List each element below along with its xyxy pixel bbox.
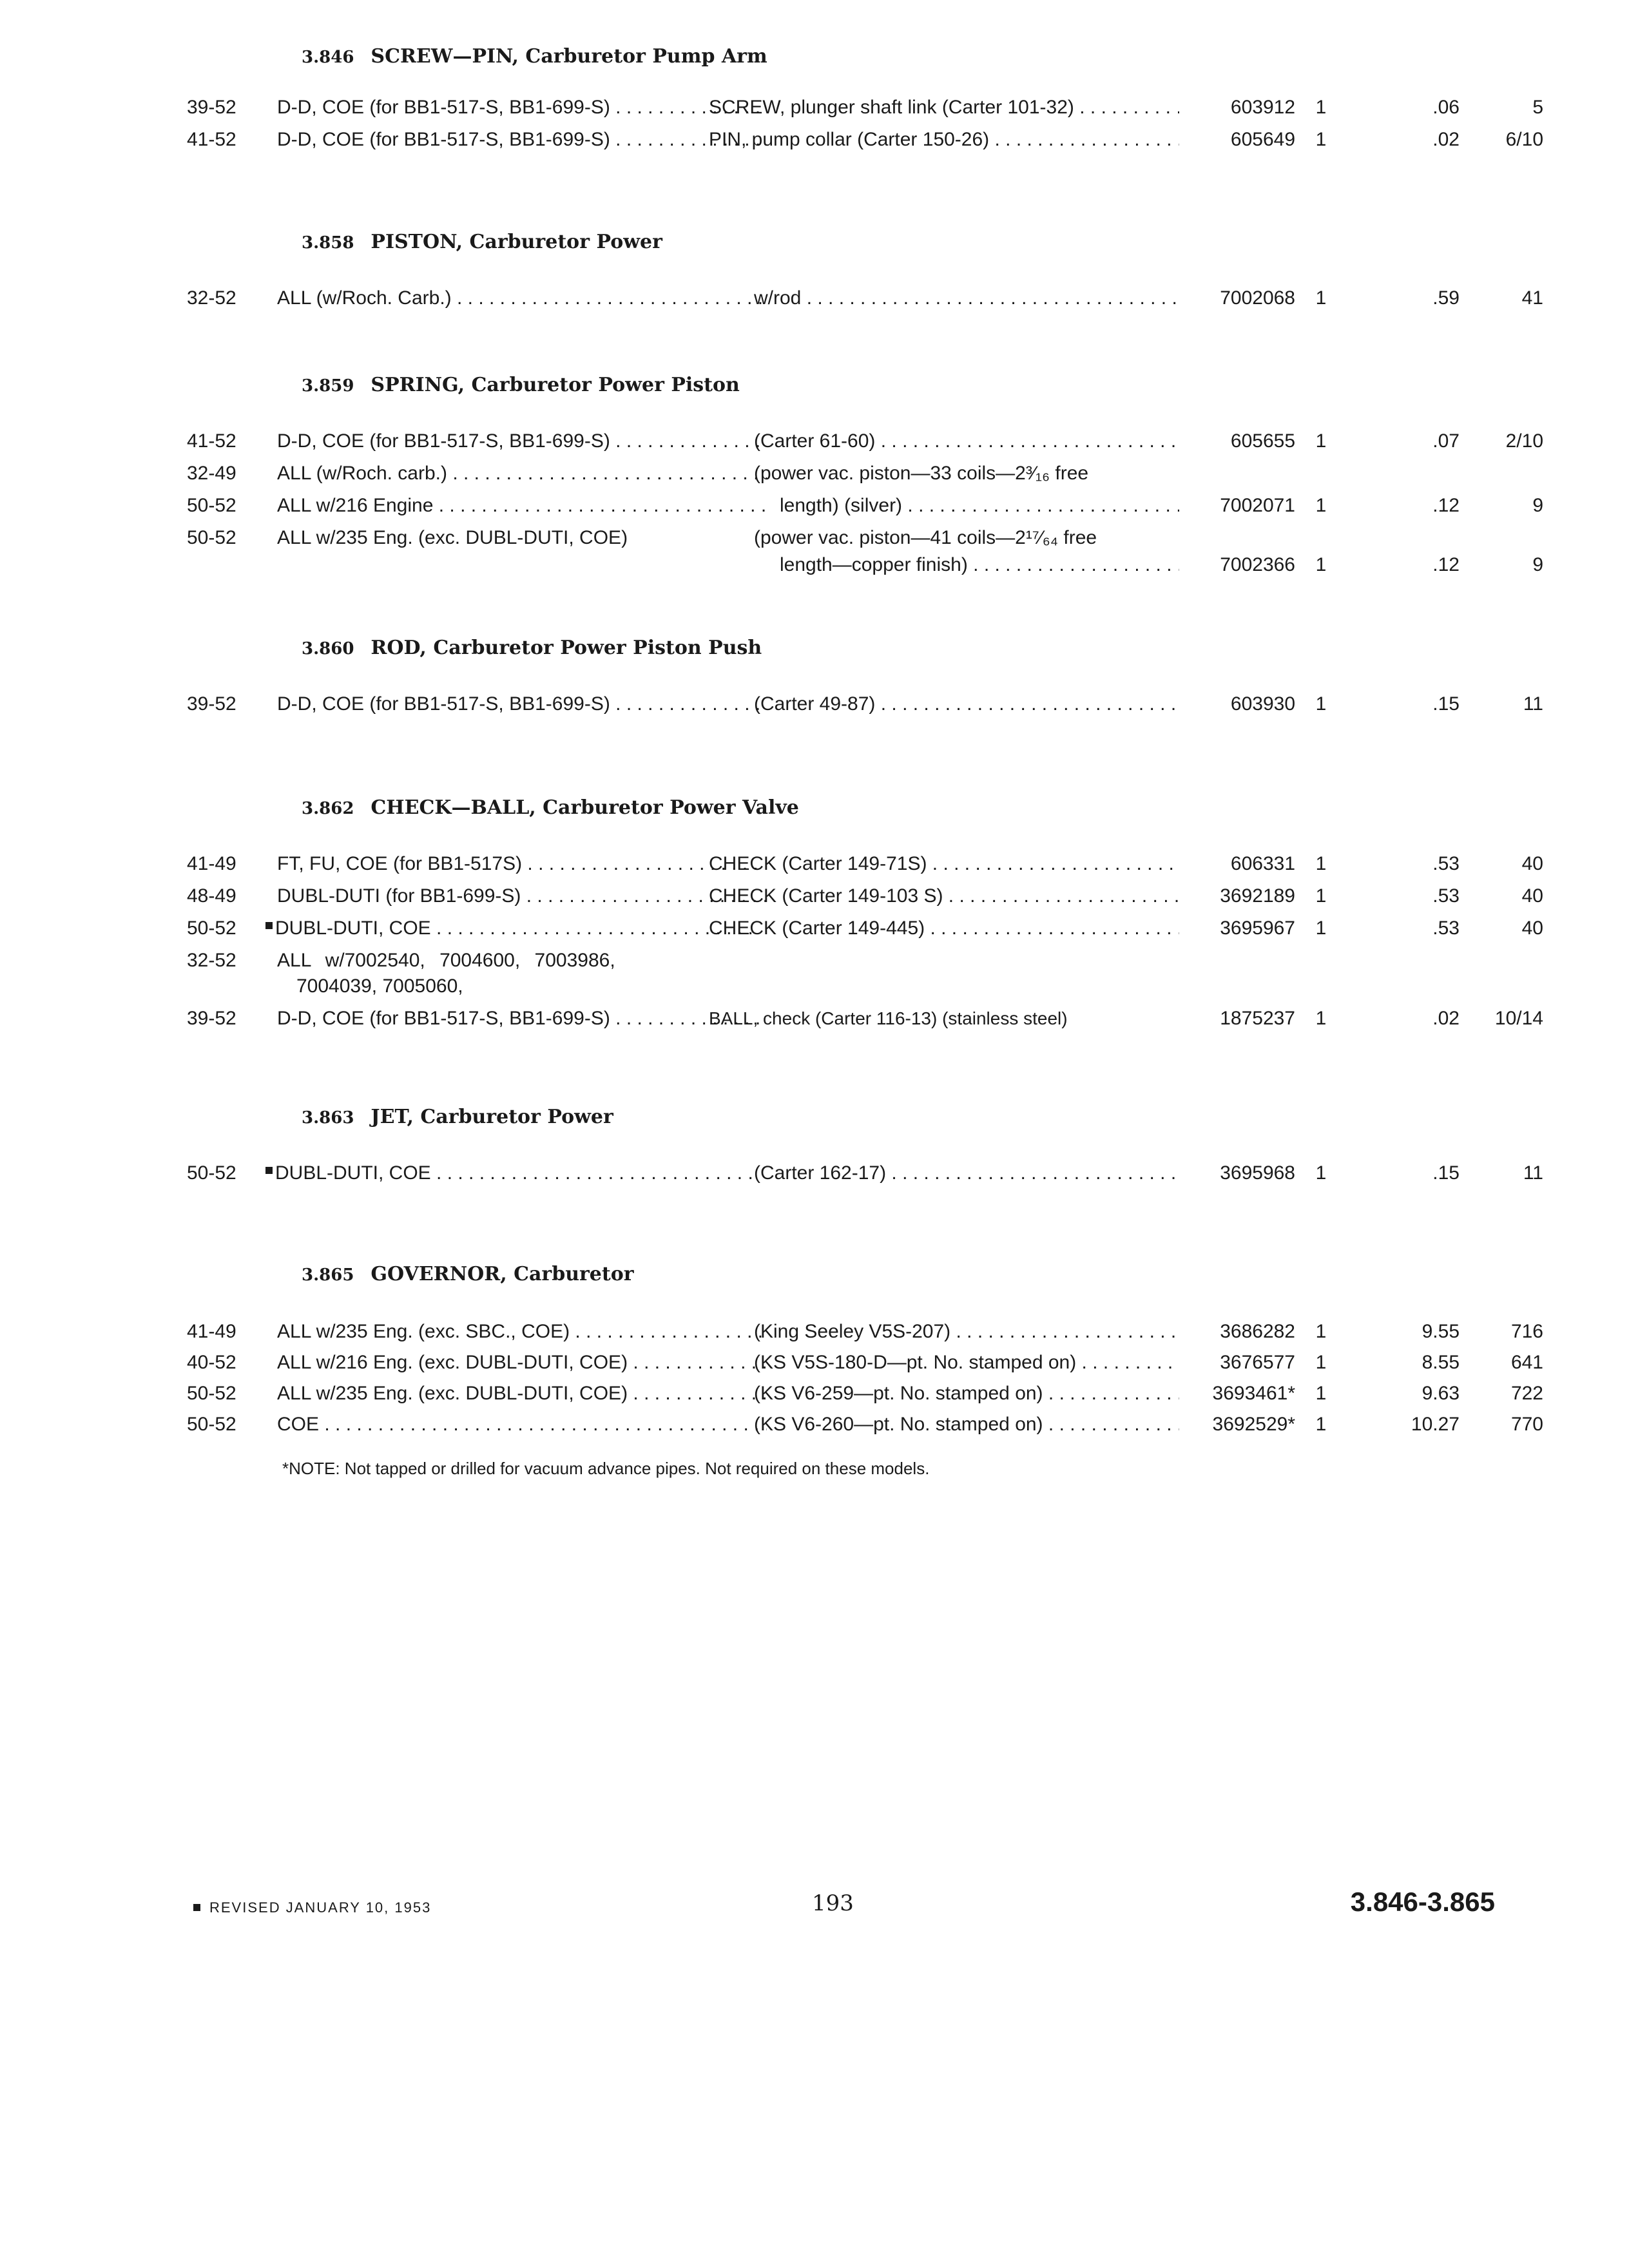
table-row: 39-52 D-D, COE (for BB1-517-S, BB1-699-S) . . . SCREW, plunger shaft link (Carter 101-32) . . . 603912 1 .06 5	[187, 91, 1527, 124]
section-title: 3.862 CHECK—BALL, Carburetor Power Valve	[302, 796, 799, 819]
table-row: 32-52 ALL (w/Roch. Carb.) . . . w/rod . . . 7002068 1 .59 41	[187, 282, 1527, 314]
table-row: 50-52 ALL w/235 Eng. (exc. DUBL-DUTI, COE) . . . (KS V6-259—pt. No. stamped on) . . . 3693461* 1 9.63 722	[187, 1378, 1527, 1410]
table-row: 50-52 ALL w/235 Eng. (exc. DUBL-DUTI, COE) (power vac. piston—41 coils—2¹⁷⁄₆₄ free	[187, 527, 1097, 548]
table-row: 32-52 ALL w/7002540, 7004600, 7003986,	[187, 950, 615, 971]
section-title: 3.859 SPRING, Carburetor Power Piston	[302, 374, 740, 396]
section-title: 3.846 SCREW—PIN, Carburetor Pump Arm	[302, 45, 767, 68]
table-row: 32-49 ALL (w/Roch. carb.) . . . (power vac. piston—33 coils—2³⁄₁₆ free	[187, 457, 1527, 490]
table-row: 41-49 ALL w/235 Eng. (exc. SBC., COE) . . . (King Seeley V5S-207) . . . 3686282 1 9.55 716	[187, 1316, 1527, 1348]
section-title: 3.858 PISTON, Carburetor Power	[302, 231, 662, 253]
table-row: 41-49 FT, FU, COE (for BB1-517S) . . . CHECK (Carter 149-71S) . . . 606331 1 .53 40	[187, 848, 1527, 880]
table-row: 50-52 COE . . . (KS V6-260—pt. No. stamped on) . . . 3692529* 1 10.27 770	[187, 1408, 1527, 1441]
table-row: 41-52 D-D, COE (for BB1-517-S, BB1-699-S) . . . PIN, pump collar (Carter 150-26) . . . 605649 1 .02 6/10	[187, 124, 1527, 156]
table-row: 39-52 D-D, COE (for BB1-517-S, BB1-699-S) . . . BALL, check (Carter 116-13) (stainless steel) 1875237 1 .02 10/14	[187, 1003, 1527, 1035]
revision-bullet-icon	[265, 1167, 273, 1174]
revision-bullet-icon	[265, 922, 273, 929]
section-title: 3.863 JET, Carburetor Power	[302, 1106, 613, 1128]
table-row: 48-49 DUBL-DUTI (for BB1-699-S) . . . CHECK (Carter 149-103 S) . . . 3692189 1 .53 40	[187, 880, 1527, 912]
footnote: *NOTE: Not tapped or drilled for vacuum advance pipes. Not required on these models.	[282, 1459, 930, 1478]
revision-bullet-icon	[193, 1904, 200, 1911]
page-range: 3.846-3.865	[1350, 1887, 1495, 1917]
table-row-continued: 7004039, 7005060,	[296, 975, 463, 997]
table-row: 39-52 D-D, COE (for BB1-517-S, BB1-699-S) . . . (Carter 49-87) . . . 603930 1 .15 11	[187, 688, 1527, 720]
table-row-continued: length—copper finish) . . . 7002366 1 .12 9	[187, 549, 1527, 581]
revision-notice: REVISED JANUARY 10, 1953	[193, 1899, 431, 1916]
page-number: 193	[812, 1890, 854, 1916]
section-title: 3.865 GOVERNOR, Carburetor	[302, 1263, 634, 1285]
table-row: 41-52 D-D, COE (for BB1-517-S, BB1-699-S) . . . (Carter 61-60) . . . 605655 1 .07 2/10	[187, 425, 1527, 457]
table-row: 50-52 DUBL-DUTI, COE . . . CHECK (Carter 149-445) . . . 3695967 1 .53 40	[187, 912, 1527, 945]
table-row: 50-52 DUBL-DUTI, COE . . . (Carter 162-17) . . . 3695968 1 .15 11	[187, 1157, 1527, 1189]
table-row: 40-52 ALL w/216 Eng. (exc. DUBL-DUTI, COE) . . . (KS V5S-180-D—pt. No. stamped on) . . . 3676577 1 8.55 641	[187, 1347, 1527, 1379]
section-title: 3.860 ROD, Carburetor Power Piston Push	[302, 637, 762, 659]
table-row: 50-52 ALL w/216 Engine . . . length) (silver) . . . 7002071 1 .12 9	[187, 490, 1527, 522]
